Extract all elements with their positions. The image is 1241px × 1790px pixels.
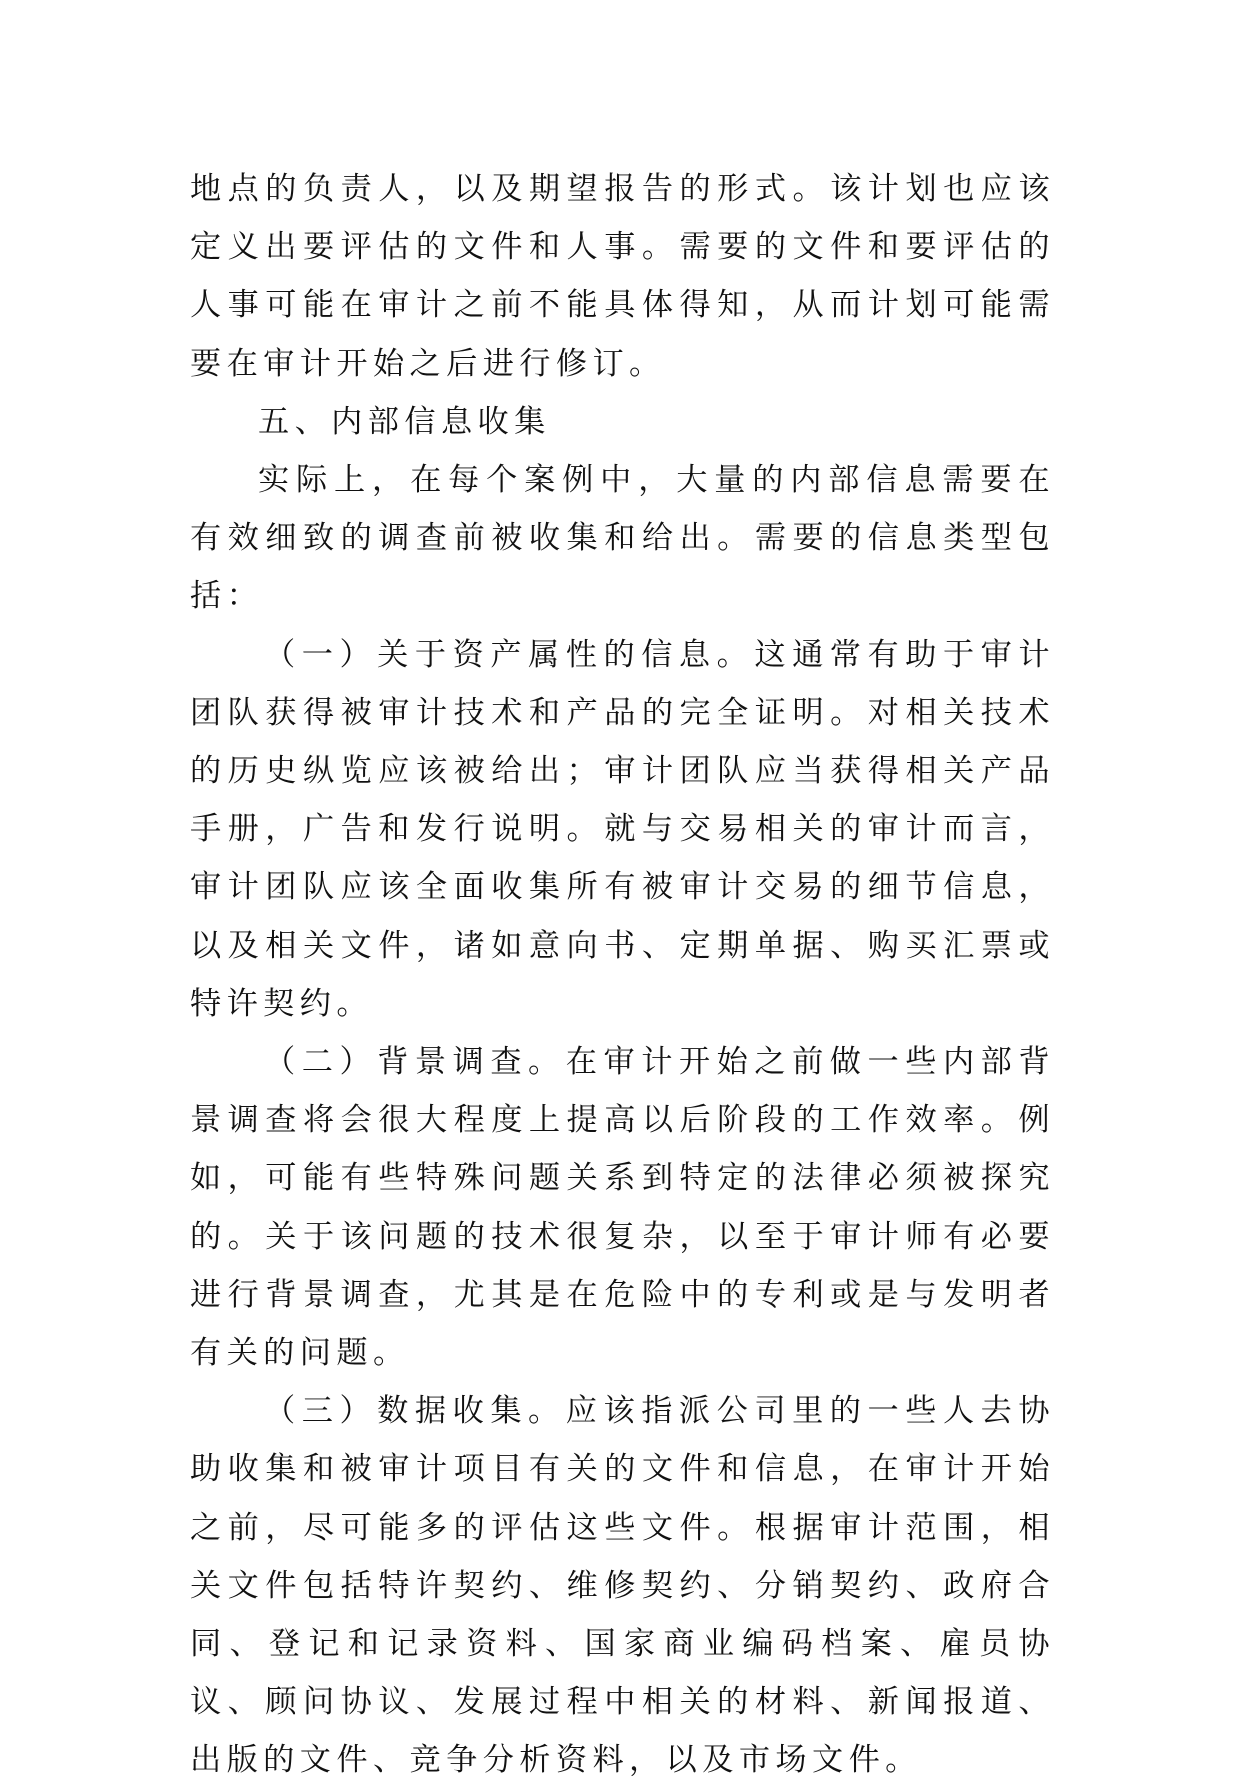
paragraph-continuation: 地点的负责人，以及期望报告的形式。该计划也应该定义出要评估的文件和人事。需要的文件和要评估的人事可能在审计之前不能具体得知，从而计划可能需要在审计开始之后进行修订。 bbox=[190, 171, 1055, 382]
paragraph-intro: 实际上，在每个案例中，大量的内部信息需要在有效细致的调查前被收集和给出。需要的信息类型包括： bbox=[190, 462, 1055, 615]
paragraph-item-3: （三）数据收集。应该指派公司里的一些人去协助收集和被审计项目有关的文件和信息，在审计开始之前，尽可能多的评估这些文件。根据审计范围，相关文件包括特许契约、维修契约、分销契约、政府合同、登记和记录资料、国家商业编码档案、雇员协议、顾问协议、发展过程中相关的材料、新闻报道、出版的文件、竞争分析资料，以及市场文件。 bbox=[190, 1393, 1055, 1779]
paragraph-item-2: （二）背景调查。在审计开始之前做一些内部背景调查将会很大程度上提高以后阶段的工作效率。例如，可能有些特殊问题关系到特定的法律必须被探究的。关于该问题的技术很复杂，以至于审计师有必要进行背景调查，尤其是在危险中的专利或是与发明者有关的问题。 bbox=[190, 1044, 1055, 1372]
section-heading: 五、内部信息收集 bbox=[258, 403, 551, 440]
document-body bbox=[190, 160, 1055, 1790]
paragraph-item-1: （一）关于资产属性的信息。这通常有助于审计团队获得被审计技术和产品的完全证明。对相关技术的历史纵览应该被给出；审计团队应当获得相关产品手册，广告和发行说明。就与交易相关的审计而言，审计团队应该全面收集所有被审计交易的细节信息，以及相关文件，诸如意向书、定期单据、购买汇票或特许契约。 bbox=[190, 636, 1055, 1022]
